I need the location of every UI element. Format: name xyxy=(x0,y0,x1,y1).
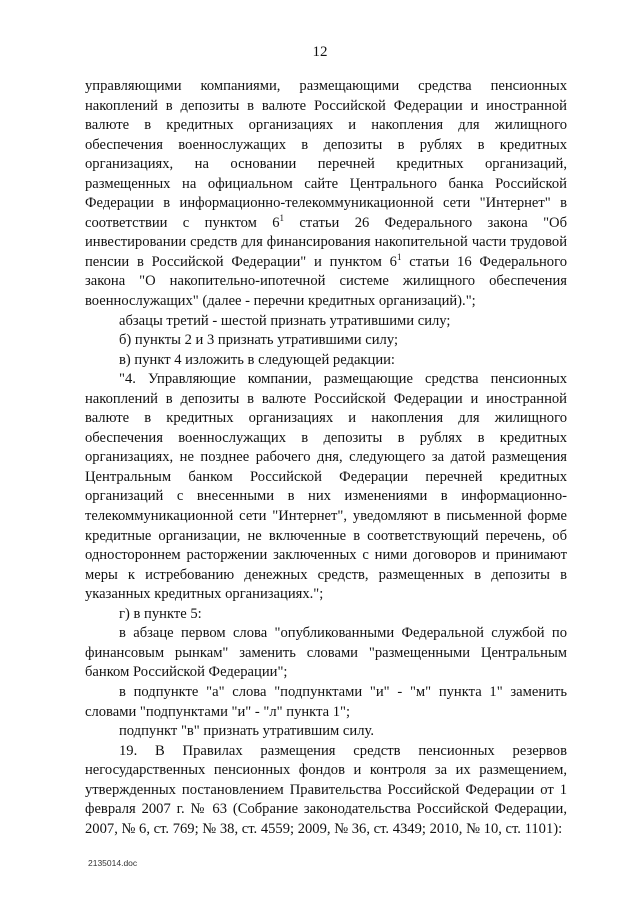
paragraph: в подпункте "а" слова "подпунктами "и" - "м" пункта 1" заменить словами "подпунктами "и" - "л" пункта 1"; xyxy=(85,683,567,720)
paragraph-continuation xyxy=(85,77,567,312)
paragraph: подпункт "в" признать утратившим силу. xyxy=(119,723,374,740)
page-number: 12 xyxy=(312,44,328,60)
document-body xyxy=(85,77,567,839)
paragraph: "4. Управляющие компании, размещающие средства пенсионных накоплений в депозиты в валюте Российской Федерации и иностранной валюте в кредитных организациях и накопления для жилищного обеспечения военнослужащих в депозиты в рублях в кредитных организациях, не позднее рабочего дня, следующего за датой размещения Центральным банком Российской Федерации перечней кредитных организаций с внесенными в них изменениями в информационно-телекоммуникационной сети "Интернет", уведомляют в письменной форме кредитные организации, не включенные в соответствующий перечень, об одностороннем расторжении заключенных с ними договоров и принимают меры к истребованию денежных средств, размещенных в депозиты в указанных кредитных организациях."; xyxy=(85,371,567,603)
paragraph: в) пункт 4 изложить в следующей редакции: xyxy=(119,351,395,368)
paragraph: б) пункты 2 и 3 признать утратившими силу; xyxy=(119,332,398,349)
paragraph: абзацы третий - шестой признать утратившими силу; xyxy=(119,312,451,329)
superscript: 1 xyxy=(396,251,402,262)
text-run: статьи 26 Федерального закона "Об инвестировании средств для финансирования накопительной части трудовой пенсии в Российской Федерации" и пунктом 6 xyxy=(85,214,568,270)
superscript: 1 xyxy=(279,212,285,223)
footer-filename: 2135014.doc xyxy=(88,858,138,868)
paragraph: 19. В Правилах размещения средств пенсионных резервов негосударственных пенсионных фондов и контроля за их размещением, утвержденных постановлением Правительства Российской Федерации от 1 февраля 2007 г. № 63 (Собрание законодательства Российской Федерации, 2007, № 6, ст. 769; № 38, ст. 4559; 2009, № 36, ст. 4349; 2010, № 10, ст. 1101): xyxy=(85,742,567,837)
text-run: статьи 16 Федерального закона "О накопительно-ипотечной системе жилищного обеспечения военнослужащих" (далее - перечни кредитных организаций)."; xyxy=(85,253,567,310)
paragraph: г) в пункте 5: xyxy=(119,605,202,622)
paragraph: в абзаце первом слова "опубликованными Федеральной службой по финансовым рынкам" заменить словами "размещенными Центральным банком Российской Федерации"; xyxy=(85,625,567,681)
text-run: управляющими компаниями, размещающими средства пенсионных накоплений в депозиты в валюте Российской Федерации и иностранной валюте в кредитных организациях и накопления для жилищного обеспечения военнослужащих в депозиты в рублях в кредитных организациях, на основании перечней кредитных организаций, размещенных на официальном сайте Центрального банка Российской Федерации в информационно-телекоммуникационной сети "Интернет" в соответствии с пунктом 6 xyxy=(85,78,567,231)
